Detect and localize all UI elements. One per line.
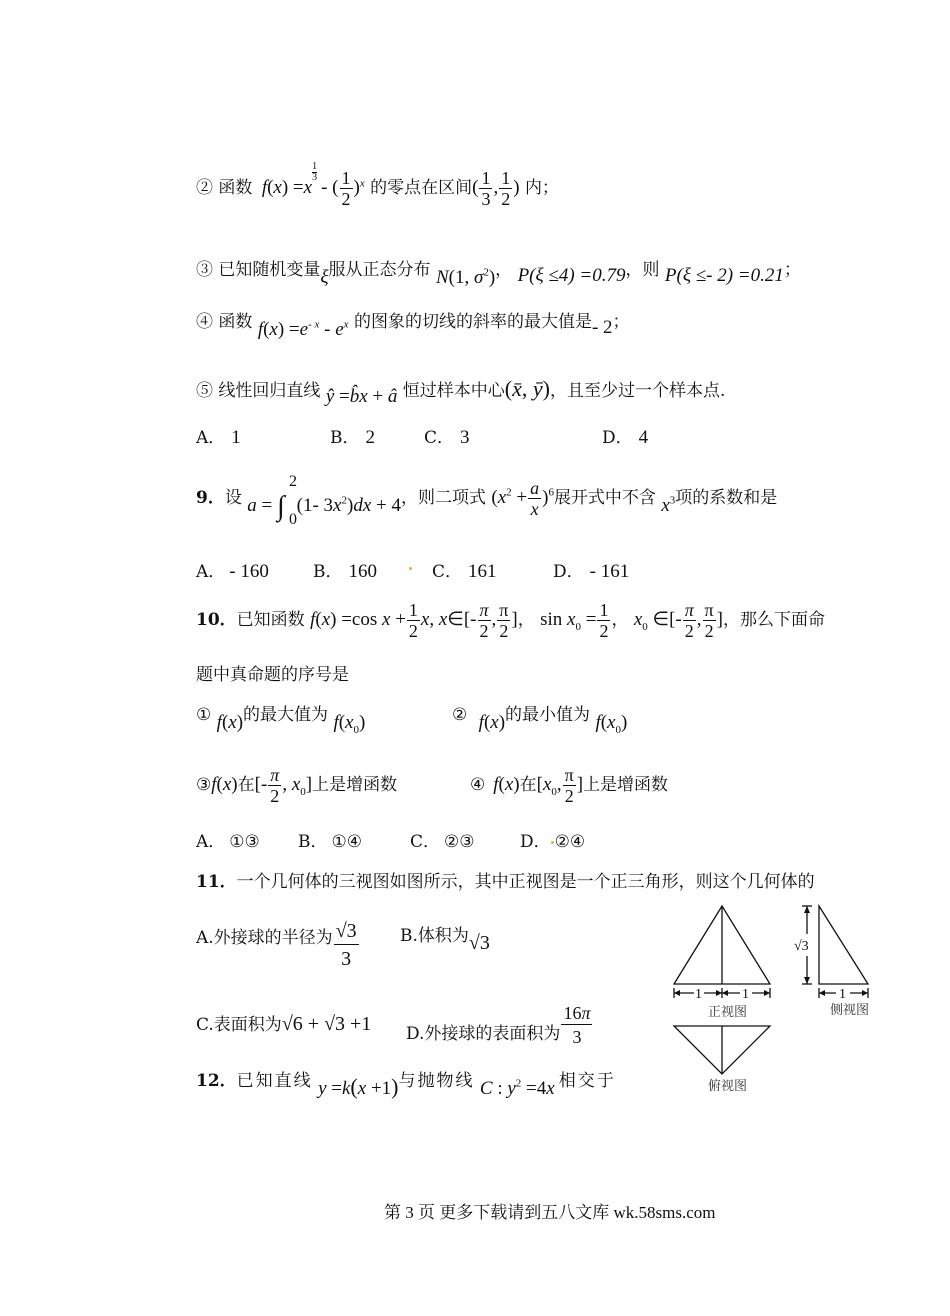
item-3-normal-args: (1, $\sigma^2$) [448, 266, 496, 288]
question-11 [196, 867, 815, 892]
item-5 [196, 376, 726, 407]
q10-s2-value: $f(x_0)$ [595, 712, 628, 736]
q9-number: 9． [196, 488, 225, 508]
item-5-label: ⑤ 线性回归直线 [196, 381, 321, 401]
q11-opt-c-text: C.表面积为 [196, 1015, 282, 1035]
item-4 [196, 307, 630, 340]
q10-s4-text-a: 在 [519, 775, 537, 795]
question-10 [196, 600, 825, 641]
item-3-normal: N [435, 267, 449, 288]
q10-x0-domain: $x_0$ ∈[- [633, 609, 682, 633]
q9-option-a[interactable]: A． - 160 [196, 561, 269, 582]
q11-opt-a-text: A.外接球的半径为 [196, 928, 333, 948]
item-5-text-b: ，且至少过一个样本点. [549, 381, 726, 401]
question-12 [196, 1066, 616, 1099]
q10-s2-func: f(x) [478, 712, 506, 733]
q9-binomial-close: )$^6$ [542, 486, 554, 508]
item-2-x2: x [303, 177, 313, 198]
q10-option-b[interactable]: B． ①④ [298, 832, 362, 852]
q10-s4-pi-2: $\frac{\pi}{2}$ [564, 765, 574, 806]
item-3-text-b: ， [495, 260, 513, 280]
item-2-text-a: 的零点在区间 [370, 178, 473, 198]
q9-text-d: 项的系数和是 [675, 488, 778, 508]
q10-function: f(x) =cos x + [310, 609, 406, 630]
q10-statement-2 [452, 700, 628, 736]
item-2-function-arg: ( [267, 177, 274, 198]
item-2-half: $\frac{1}{2}$ [341, 168, 351, 209]
item-5-regression: ŷ =b̂x + â [325, 386, 398, 407]
item-2-comma: , [493, 177, 499, 198]
q11-option-a[interactable] [196, 918, 360, 973]
q10-statement-3 [196, 765, 397, 806]
item-2-power-x: x [359, 177, 365, 190]
decor-dot-1 [409, 567, 412, 570]
question-9 [196, 472, 778, 528]
q10-comma1: , [491, 609, 497, 630]
q10-s3-text-a: 在 [237, 775, 255, 795]
q10-s3-mark: ③ [196, 775, 212, 795]
q8-option-c[interactable]: C． 3 [424, 427, 470, 448]
item-2-close: ) [353, 177, 360, 198]
page-footer: 第 3 页 更多下载请到五八文库 wk.58sms.com [384, 1203, 716, 1222]
q10-s4-func: f(x) [493, 774, 520, 795]
item-2-half2: $\frac{1}{2}$ [501, 168, 511, 209]
item-3-text-c: ，则 [625, 260, 660, 280]
q11-opt-b-value: √3 [468, 932, 490, 954]
q10-option-d[interactable]: D． ②④ [520, 832, 586, 852]
q10-s3-int-close: , $x_0$] [282, 774, 313, 798]
item-2-function: f [261, 177, 268, 198]
q9-text-c: 展开式中不含 [553, 488, 656, 508]
q10-half2: $\frac{1}{2}$ [599, 600, 609, 641]
decor-dot-2 [551, 841, 554, 844]
q10-pi-2-d: $\frac{\pi}{2}$ [704, 600, 714, 641]
q12-parabola: C : $y^2 =4x$ [479, 1077, 555, 1099]
q10-option-a[interactable]: A． ①③ [196, 832, 260, 852]
q10-line2: 题中真命题的序号是 [196, 665, 349, 685]
q10-text-a: 已知函数 [236, 610, 305, 630]
q11-option-b[interactable] [400, 921, 490, 954]
item-2-interval-open: ( [472, 177, 479, 198]
q8-option-d[interactable]: D． 4 [602, 427, 649, 448]
item-5-text-a: 恒过样本中心 [402, 381, 505, 401]
q9-x3: $x^3$ [661, 494, 676, 516]
q9-text-b: ，则二项式 [400, 488, 486, 508]
item-2-label: ② 函数 [196, 178, 253, 198]
item-2-interval-close: ) [513, 177, 520, 198]
q10-pi-2-c: $\frac{\pi}{2}$ [684, 600, 694, 641]
q10-text-b: ， [517, 610, 535, 630]
q10-bracket: ] [511, 609, 518, 630]
q10-s1-text: 的最大值为 [243, 705, 329, 725]
q9-option-b[interactable]: B． 160 [313, 561, 377, 582]
q11-opt-c-value: √6 + √3 +1 [281, 1013, 372, 1035]
q10-statement-1 [196, 700, 366, 736]
q10-s1-func: f(x) [216, 712, 244, 733]
front-dim-1: 1 [695, 987, 702, 1002]
side-view-triangle [819, 906, 868, 984]
side-height-label: √3 [794, 939, 809, 954]
q10-s2-mark: ② [452, 705, 468, 725]
q9-integral: a [247, 495, 257, 516]
item-3 [196, 255, 801, 288]
q10-s4-text-b: 上是增函数 [583, 775, 669, 795]
q9-a-over-x: $\frac{a}{x}$ [530, 478, 540, 519]
q10-option-c[interactable]: C． ②③ [410, 832, 475, 852]
three-view-figure [664, 898, 894, 1108]
top-view-label: 俯视图 [708, 1079, 748, 1094]
q11-number: 11． [196, 872, 237, 892]
q9-option-c[interactable]: C． 161 [432, 561, 497, 582]
item-2-third: $\frac{1}{3}$ [481, 168, 491, 209]
q10-s4-int-close: ] [576, 774, 584, 795]
q11-option-d[interactable] [406, 1002, 593, 1049]
item-3-end: ； [783, 260, 801, 280]
q11-text: 一个几何体的三视图如图所示，其中正视图是一个正三角形，则这个几何体的 [236, 872, 815, 892]
side-dim-1: 1 [839, 987, 846, 1002]
item-4-value: - 2 [591, 317, 613, 338]
q10-text-c: ， [611, 610, 629, 630]
q10-s3-pi-2: $\frac{\pi}{2}$ [270, 765, 280, 806]
q11-opt-d-value: $\frac{16\pi}{3}$ [563, 1003, 591, 1047]
item-4-label: ④ 函数 [196, 312, 253, 332]
q10-bracket2: ] [716, 609, 723, 630]
q12-text-c: 相交于 [558, 1071, 616, 1091]
q10-s3-text-b: 上是增函数 [312, 775, 398, 795]
item-3-p1: P(ξ ≤4) =0.79 [517, 265, 626, 286]
item-2 [196, 161, 559, 209]
q11-opt-b-text: B.体积为 [400, 926, 469, 946]
q8-option-b[interactable]: B． 2 [330, 427, 375, 448]
q10-pi-2-a: $\frac{\pi}{2}$ [479, 600, 489, 641]
item-2-minus: - ( [321, 177, 339, 198]
q12-number: 12． [196, 1071, 237, 1091]
q10-number: 10． [196, 610, 237, 630]
item-2-x: x [273, 177, 282, 198]
item-2-text-b: 内； [524, 178, 559, 198]
q12-line-eq: y =k(x +1) [318, 1074, 399, 1099]
q10-statement-4 [470, 765, 668, 806]
q10-s4-int-open: [$x_0$, [536, 774, 562, 798]
q10-pi-2-b: $\frac{\pi}{2}$ [499, 600, 509, 641]
side-view-label: 侧视图 [830, 1003, 870, 1018]
item-4-text-a: 的图象的切线的斜率的最大值是 [353, 312, 592, 332]
q10-s1-mark: ① [196, 705, 212, 725]
q10-s3-int-open: [- [254, 774, 268, 795]
q9-binomial: ($x^2$ + [491, 486, 528, 508]
q11-option-c[interactable] [196, 1010, 371, 1036]
front-view-label: 正视图 [708, 1005, 748, 1020]
item-3-label: ③ 已知随机变量 [196, 260, 321, 280]
q10-half: $\frac{1}{2}$ [408, 600, 418, 641]
item-4-func: f [257, 319, 264, 340]
q9-text-a: 设 [224, 488, 242, 508]
q9-integral-body: = ∫ 2 0 (1- $3x^2)dx + 4$ [256, 472, 401, 528]
item-2-exp: $\frac{1}{3}$ [312, 161, 318, 183]
q10-s3-func: f(x) [211, 774, 238, 795]
q12-text-b: 与抛物线 [398, 1071, 475, 1091]
q10-domain: x, x∈[- [420, 609, 477, 630]
q12-text-a: 已知直线 [236, 1071, 313, 1091]
q10-text-d: ，那么下面命 [722, 610, 825, 630]
q10-sin: $\sin x_0$ = [540, 609, 597, 633]
item-3-text-a: 服从正态分布 [328, 260, 431, 280]
q11-opt-d-text: D.外接球的表面积为 [406, 1024, 561, 1044]
item-3-xi: ξ [320, 267, 329, 288]
item-2-eq: ) = [281, 177, 304, 198]
item-4-func-arg: $(x) =e^{- x} - e^x$ [263, 318, 349, 340]
q11-opt-a-value: $\frac{√3}{3}$ [335, 920, 357, 970]
q10-comma2: , [696, 609, 702, 630]
q10-s2-text: 的最小值为 [505, 705, 591, 725]
q10-s4-mark: ④ [470, 775, 486, 795]
q9-option-d[interactable]: D． - 161 [553, 561, 630, 582]
item-3-p2: P(ξ ≤- 2) =0.21 [664, 265, 784, 286]
q8-option-a[interactable]: A． 1 [196, 427, 241, 448]
front-dim-2: 1 [742, 987, 749, 1002]
item-5-center: (x̄, ȳ) [504, 376, 550, 401]
q10-s1-value: $f(x_0)$ [333, 712, 366, 736]
item-4-end: ； [612, 312, 630, 332]
